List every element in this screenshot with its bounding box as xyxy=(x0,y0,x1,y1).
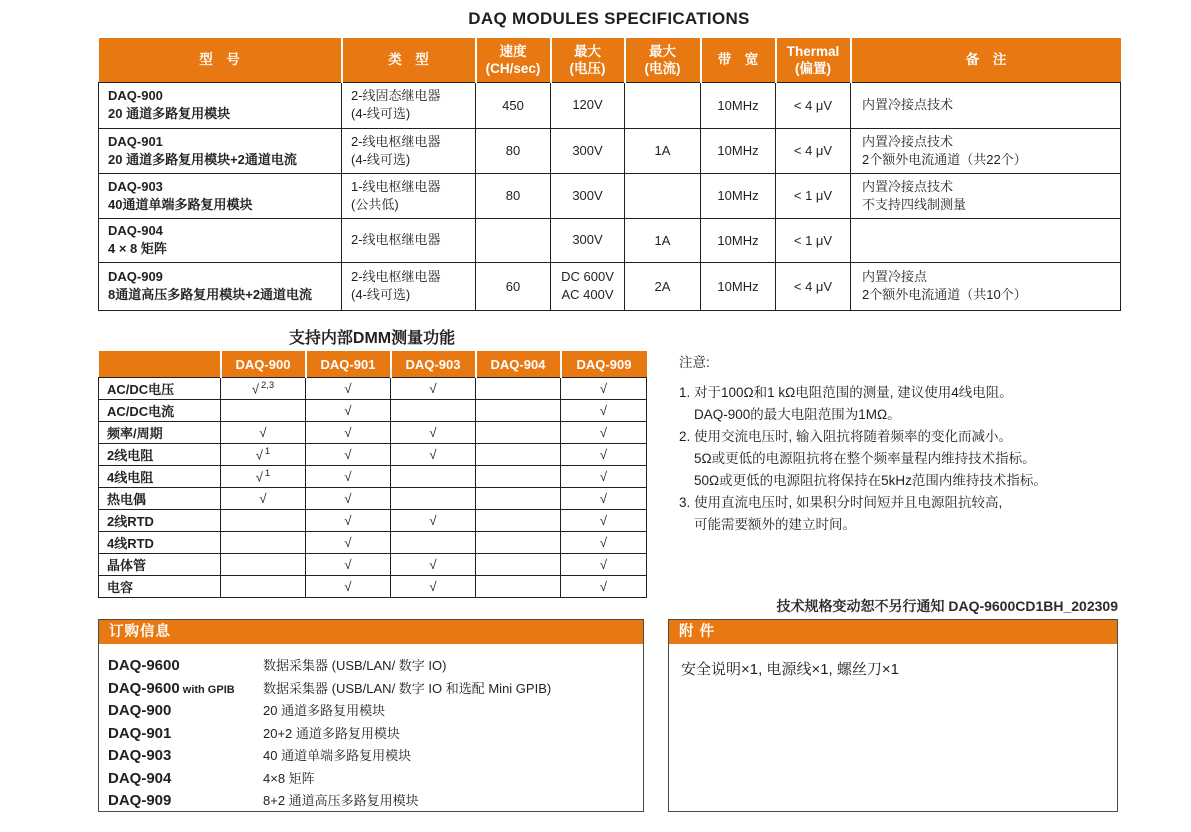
note-line: 3. 使用直流电压时, 如果积分时间短并且电源阻抗较高, xyxy=(679,495,1003,510)
spec-cell-type: 2-线电枢继电器 (4-线可选) xyxy=(342,262,476,310)
dmm-check-cell: √ xyxy=(561,466,647,488)
spec-cell-voltage: 300V xyxy=(551,218,625,262)
dmm-check-cell: √ xyxy=(391,576,476,598)
dmm-row-label: 热电偶 xyxy=(99,488,221,510)
spec-header-row xyxy=(99,38,1121,82)
spec-header-type: 类 型 xyxy=(342,38,476,82)
dmm-header-model: DAQ-901 xyxy=(306,351,391,378)
dmm-check-cell: √ xyxy=(561,488,647,510)
spec-cell-current: 2A xyxy=(625,262,701,310)
dmm-check-cell xyxy=(221,576,306,598)
dmm-row xyxy=(99,400,647,422)
note-line: 2. 使用交流电压时, 输入阻抗将随着频率的变化而减小。 xyxy=(679,429,1013,444)
spec-header-max-voltage: 最大 (电压) xyxy=(551,38,625,82)
spec-cell-current: 1A xyxy=(625,218,701,262)
spec-row xyxy=(99,128,1121,173)
ordering-item: DAQ-9600 数据采集器 (USB/LAN/ 数字 IO) xyxy=(108,657,447,674)
dmm-check-cell: √ xyxy=(561,554,647,576)
spec-change-footnote: 技术规格变动恕不另行通知 DAQ-9600CD1BH_202309 xyxy=(776,598,1118,614)
dmm-check-cell xyxy=(476,510,561,532)
dmm-check-cell: √ xyxy=(561,510,647,532)
dmm-row-label: 2线电阻 xyxy=(99,444,221,466)
spec-cell-voltage: 120V xyxy=(551,82,625,128)
spec-cell-speed: 60 xyxy=(476,262,551,310)
ordering-item: DAQ-9600 with GPIB 数据采集器 (USB/LAN/ 数字 IO 和选配 Mini GPIB) xyxy=(108,679,552,697)
dmm-check-cell: √ xyxy=(306,532,391,554)
dmm-check-cell xyxy=(476,378,561,400)
spec-row xyxy=(99,82,1121,128)
dmm-check-cell xyxy=(221,510,306,532)
spec-cell-bandwidth: 10MHz xyxy=(701,218,776,262)
ordering-item: DAQ-901 20+2 通道多路复用模块 xyxy=(108,724,400,742)
spec-cell-model: DAQ-903 40通道单端多路复用模块 xyxy=(99,173,342,218)
dmm-check-cell: √ xyxy=(306,510,391,532)
ordering-info-box xyxy=(98,619,644,812)
spec-cell-current xyxy=(625,173,701,218)
dmm-check-cell: √ xyxy=(306,576,391,598)
spec-cell-type: 2-线固态继电器 (4-线可选) xyxy=(342,82,476,128)
dmm-row-label: AC/DC电压 xyxy=(99,378,221,400)
note-line: DAQ-900的最大电阻范围为1MΩ。 xyxy=(694,407,901,422)
dmm-row-label: 频率/周期 xyxy=(99,422,221,444)
dmm-check-cell xyxy=(391,400,476,422)
spec-table xyxy=(98,38,1121,311)
dmm-check-cell xyxy=(476,400,561,422)
dmm-check-cell xyxy=(476,466,561,488)
dmm-check-cell: √ xyxy=(561,576,647,598)
dmm-check-cell xyxy=(476,444,561,466)
spec-cell-model: DAQ-904 4 × 8 矩阵 xyxy=(99,218,342,262)
dmm-check-cell: √ xyxy=(561,532,647,554)
spec-row xyxy=(99,262,1121,310)
spec-cell-voltage: 300V xyxy=(551,173,625,218)
spec-cell-bandwidth: 10MHz xyxy=(701,262,776,310)
dmm-header-model: DAQ-903 xyxy=(391,351,476,378)
note-line: 50Ω或更低的电源阻抗将保持在5kHz范围内维持技术指标。 xyxy=(694,473,1047,488)
dmm-row-label: AC/DC电流 xyxy=(99,400,221,422)
dmm-row xyxy=(99,444,647,466)
spec-cell-thermal: < 1 μV xyxy=(776,173,851,218)
spec-header-speed: 速度 (CH/sec) xyxy=(476,38,551,82)
dmm-check-cell: √ xyxy=(391,510,476,532)
dmm-check-cell: √ xyxy=(391,554,476,576)
dmm-check-cell: √ $^1$ xyxy=(221,466,306,488)
accessories-box xyxy=(668,619,1118,812)
ordering-item: DAQ-904 4×8 矩阵 xyxy=(108,769,315,787)
ordering-item: DAQ-900 20 通道多路复用模块 xyxy=(108,702,386,719)
spec-cell-speed xyxy=(476,218,551,262)
dmm-row-label: 2线RTD xyxy=(99,510,221,532)
note-line: 可能需要额外的建立时间。 xyxy=(694,517,856,532)
spec-cell-remark: 内置冷接点 2个额外电流通道（共10个） xyxy=(851,262,1121,310)
spec-header-model: 型 号 xyxy=(99,38,342,82)
dmm-check-cell: √ xyxy=(391,422,476,444)
dmm-row xyxy=(99,466,647,488)
spec-cell-model: DAQ-900 20 通道多路复用模块 xyxy=(99,82,342,128)
spec-cell-type: 2-线电枢继电器 xyxy=(342,218,476,262)
dmm-row-label: 电容 xyxy=(99,576,221,598)
dmm-check-cell: √ $^1$ xyxy=(221,444,306,466)
ordering-item: DAQ-909 8+2 通道高压多路复用模块 xyxy=(108,792,419,809)
dmm-check-cell: √ xyxy=(306,444,391,466)
spec-cell-thermal: < 4 μV xyxy=(776,82,851,128)
spec-cell-type: 1-线电枢继电器 (公共低) xyxy=(342,173,476,218)
spec-cell-current xyxy=(625,82,701,128)
dmm-row-label: 4线RTD xyxy=(99,532,221,554)
dmm-row xyxy=(99,488,647,510)
dmm-check-cell: √ xyxy=(561,378,647,400)
notes-block xyxy=(679,352,1047,536)
dmm-check-cell xyxy=(221,532,306,554)
dmm-check-cell xyxy=(476,532,561,554)
accessories-content: 安全说明×1, 电源线×1, 螺丝刀×1 xyxy=(681,661,899,678)
dmm-check-cell xyxy=(391,466,476,488)
dmm-check-cell: √ xyxy=(306,378,391,400)
dmm-table-title: 支持内部DMM测量功能 xyxy=(288,330,456,347)
dmm-header-row xyxy=(99,351,647,378)
dmm-check-cell: √ $^{2,3}$ xyxy=(221,378,306,400)
note-line: 1. 对于100Ω和1 kΩ电阻范围的测量, 建议使用4线电阻。 xyxy=(679,385,1013,400)
dmm-header-model: DAQ-904 xyxy=(476,351,561,378)
dmm-check-cell xyxy=(391,488,476,510)
spec-cell-thermal: < 4 μV xyxy=(776,128,851,173)
spec-cell-remark: 内置冷接点技术 2个额外电流通道（共22个） xyxy=(851,128,1121,173)
accessories-header: 附 件 xyxy=(669,620,1117,644)
dmm-check-cell xyxy=(476,422,561,444)
dmm-row xyxy=(99,510,647,532)
dmm-row xyxy=(99,422,647,444)
dmm-check-cell: √ xyxy=(221,422,306,444)
dmm-row xyxy=(99,532,647,554)
dmm-check-cell: √ xyxy=(561,400,647,422)
dmm-check-cell: √ xyxy=(391,444,476,466)
ordering-info-header: 订购信息 xyxy=(99,620,643,644)
spec-cell-speed: 450 xyxy=(476,82,551,128)
spec-cell-speed: 80 xyxy=(476,128,551,173)
spec-cell-bandwidth: 10MHz xyxy=(701,173,776,218)
dmm-header-model: DAQ-909 xyxy=(561,351,647,378)
dmm-check-cell: √ xyxy=(306,554,391,576)
ordering-list xyxy=(99,644,643,813)
spec-cell-current: 1A xyxy=(625,128,701,173)
dmm-check-cell: √ xyxy=(561,422,647,444)
dmm-check-cell: √ xyxy=(306,400,391,422)
dmm-row xyxy=(99,554,647,576)
dmm-header-empty xyxy=(99,351,221,378)
spec-cell-thermal: < 1 μV xyxy=(776,218,851,262)
dmm-check-cell xyxy=(476,488,561,510)
dmm-row-label: 4线电阻 xyxy=(99,466,221,488)
dmm-header-model: DAQ-900 xyxy=(221,351,306,378)
spec-cell-bandwidth: 10MHz xyxy=(701,128,776,173)
spec-cell-bandwidth: 10MHz xyxy=(701,82,776,128)
ordering-item: DAQ-903 40 通道单端多路复用模块 xyxy=(108,747,412,764)
spec-cell-type: 2-线电枢继电器 (4-线可选) xyxy=(342,128,476,173)
spec-cell-model: DAQ-901 20 通道多路复用模块+2通道电流 xyxy=(99,128,342,173)
dmm-check-cell: √ xyxy=(306,422,391,444)
dmm-check-cell xyxy=(221,554,306,576)
dmm-check-cell xyxy=(391,532,476,554)
dmm-row xyxy=(99,576,647,598)
dmm-check-cell: √ xyxy=(221,488,306,510)
spec-cell-remark: 内置冷接点技术 不支持四线制测量 xyxy=(851,173,1121,218)
dmm-row xyxy=(99,378,647,400)
spec-cell-voltage: DC 600V AC 400V xyxy=(551,262,625,310)
spec-cell-voltage: 300V xyxy=(551,128,625,173)
spec-cell-model: DAQ-909 8通道高压多路复用模块+2通道电流 xyxy=(99,262,342,310)
spec-cell-speed: 80 xyxy=(476,173,551,218)
spec-header-remark: 备 注 xyxy=(851,38,1121,82)
dmm-check-cell xyxy=(476,554,561,576)
dmm-check-cell xyxy=(221,400,306,422)
dmm-table xyxy=(98,351,647,598)
spec-row xyxy=(99,173,1121,218)
notes-heading: 注意: xyxy=(679,355,710,370)
dmm-check-cell: √ xyxy=(306,488,391,510)
spec-header-max-current: 最大 (电流) xyxy=(625,38,701,82)
spec-cell-thermal: < 4 μV xyxy=(776,262,851,310)
page-title: DAQ MODULES SPECIFICATIONS xyxy=(468,9,750,28)
dmm-check-cell: √ xyxy=(561,444,647,466)
dmm-check-cell: √ xyxy=(306,466,391,488)
dmm-check-cell xyxy=(476,576,561,598)
spec-row xyxy=(99,218,1121,262)
spec-cell-remark xyxy=(851,218,1121,262)
dmm-row-label: 晶体管 xyxy=(99,554,221,576)
spec-header-bandwidth: 带 宽 xyxy=(701,38,776,82)
dmm-check-cell: √ xyxy=(391,378,476,400)
spec-cell-remark: 内置冷接点技术 xyxy=(851,82,1121,128)
spec-header-thermal: Thermal (偏置) xyxy=(776,38,851,82)
note-line: 5Ω或更低的电源阻抗将在整个频率量程内维持技术指标。 xyxy=(694,451,1036,466)
